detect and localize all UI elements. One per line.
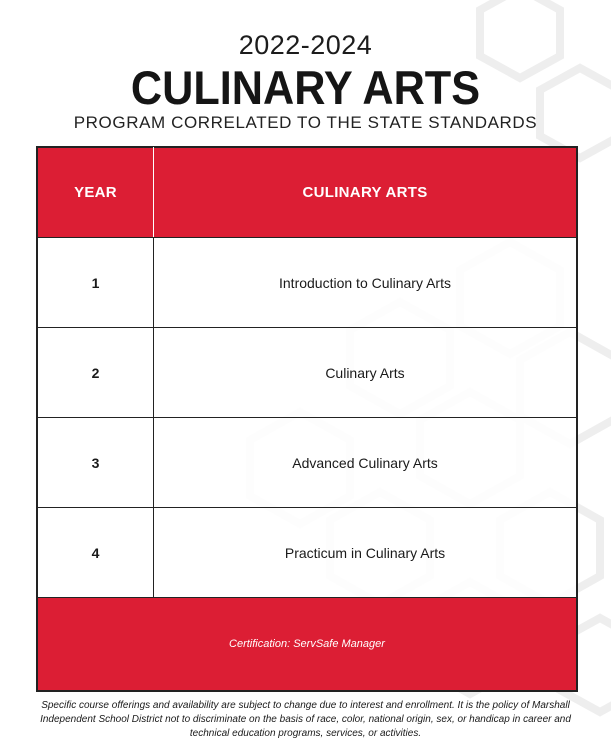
row-year: 4	[38, 508, 154, 598]
header-year: YEAR	[38, 148, 154, 238]
row-year: 1	[38, 238, 154, 328]
row-year: 3	[38, 418, 154, 508]
table-row	[38, 508, 577, 598]
row-course: Practicum in Culinary Arts	[154, 508, 577, 598]
row-course: Introduction to Culinary Arts	[154, 238, 577, 328]
table-row	[38, 418, 577, 508]
table-row	[38, 328, 577, 418]
certification-row	[38, 598, 577, 691]
program-years: 2022-2024	[238, 30, 373, 60]
program-title: CULINARY ARTS	[130, 61, 481, 114]
table-header-row	[38, 148, 577, 238]
row-year: 2	[38, 328, 154, 418]
program-subtitle: PROGRAM CORRELATED TO THE STATE STANDARDS	[73, 113, 538, 132]
row-course: Advanced Culinary Arts	[154, 418, 577, 508]
table-row	[38, 238, 577, 328]
header-course: CULINARY ARTS	[154, 148, 577, 238]
disclaimer-text: Specific course offerings and availability are subject to change due to interest and enrollment. It is the policy of Marshall Independent School District not to discriminate on the basis of race, color, national origin, sex, or handicap in career and technical education programs, services, or activities.	[40, 700, 571, 739]
row-course: Culinary Arts	[154, 328, 577, 418]
course-table	[36, 146, 578, 692]
certification-text: Certification: ServSafe Manager	[38, 598, 577, 691]
